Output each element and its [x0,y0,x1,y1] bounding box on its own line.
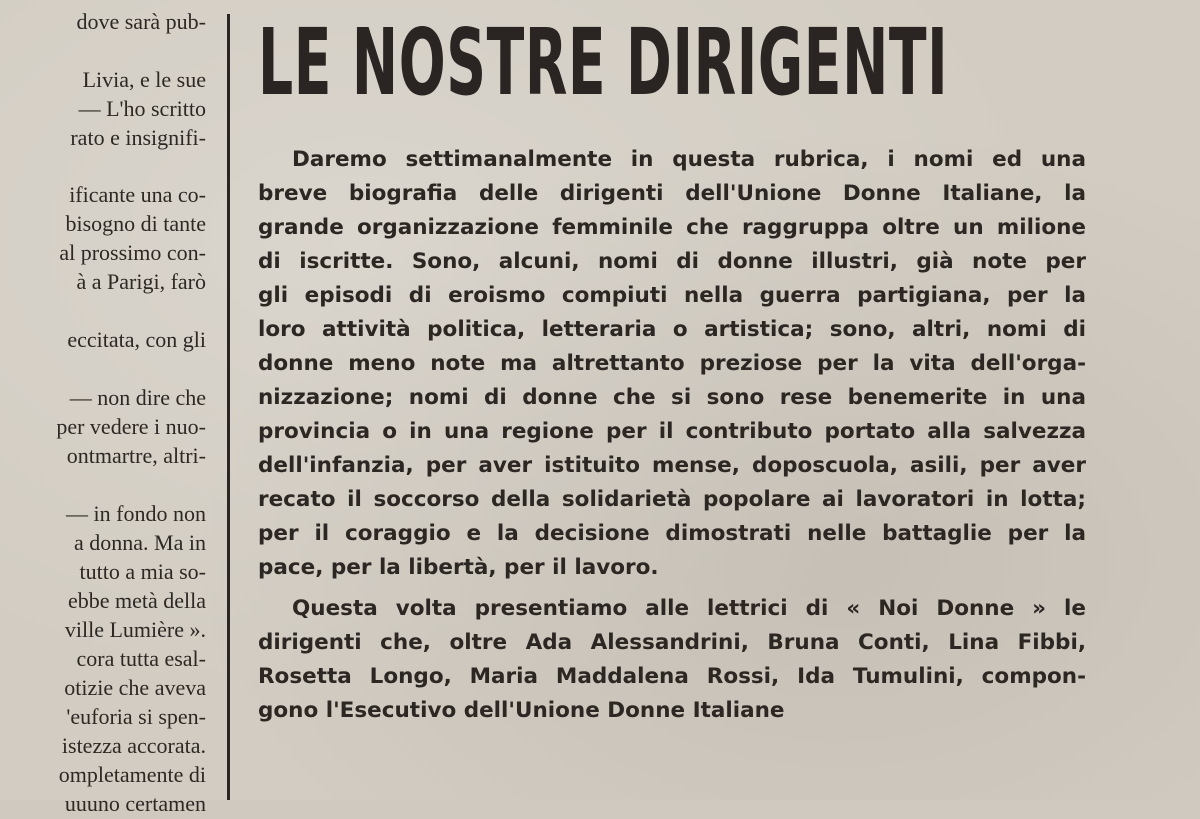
left-column-line: al prossimo con- [59,240,206,265]
left-column-line: istezza accorata. [61,733,206,758]
article-line: breve biografia delle dirigenti dell'Unione Donne Italiane, la [258,181,1086,206]
article-line: Rosetta Longo, Maria Maddalena Rossi, Ida Tumulini, compon- [258,664,1086,689]
left-column-line: ebbe metà della [67,588,206,613]
left-column-line: tutto a mia so- [79,559,206,584]
article-line: Questa volta presentiamo alle lettrici di « Noi Donne » le [292,596,1086,621]
article-line: provincia o in una regione per il contributo portato alla salvezza [258,419,1086,444]
left-column-line: rato e insignifi- [70,125,206,150]
left-column-line: bisogno di tante [65,211,206,236]
article-line: donne meno note ma altrettanto preziose per la vita dell'orga- [258,351,1086,376]
article-line: nizzazione; nomi di donne che si sono rese benemerite in una [258,385,1086,410]
left-column-line: cora tutta esal- [76,646,206,671]
article-line: loro attività politica, letteraria o artistica; sono, altri, nomi di [258,317,1086,342]
left-column-line: eccitata, con gli [67,327,206,352]
column-divider [227,14,230,800]
left-column-line: 'euforia si spen- [66,704,206,729]
article-line: gono l'Esecutivo dell'Unione Donne Italiane [258,698,785,723]
left-column-line: otizie che aveva [64,675,206,700]
left-column-line: — in fondo non [66,501,206,526]
left-column-line: ville Lumière ». [64,617,206,642]
left-column-text [0,0,206,816]
left-column-line: a donna. Ma in [74,530,206,555]
article-line: grande organizzazione femminile che raggruppa oltre un milione [258,215,1086,240]
article-line: dirigenti che, oltre Ada Alessandrini, Bruna Conti, Lina Fibbi, [258,630,1086,655]
left-column-line: dove sarà pub- [76,9,206,34]
left-column-line: — non dire che [69,385,206,410]
article [258,0,1086,800]
left-column-line: uuuno certamen [64,791,206,816]
article-line: dell'infanzia, per aver istituito mense, doposcuola, asili, per aver [258,453,1086,478]
left-column-line: ontmartre, altri- [66,443,206,468]
article-line: di iscritte. Sono, alcuni, nomi di donne illustri, già note per [258,249,1086,274]
article-headline: LE NOSTRE DIRIGENTI [258,9,949,116]
left-column-line: — L'ho scritto [78,96,206,121]
left-column-line: à a Parigi, farò [76,269,206,294]
article-line: recato il soccorso della solidarietà popolare ai lavoratori in lotta; [258,487,1086,512]
article-line: pace, per la libertà, per il lavoro. [258,555,659,580]
article-line: per il coraggio e la decisione dimostrati nelle battaglie per la [258,521,1086,546]
left-column-line: ompletamente di [58,762,206,787]
left-column-line: Livia, e le sue [82,67,206,92]
article-line: gli episodi di eroismo compiuti nella guerra partigiana, per la [258,283,1086,308]
left-column-line: per vedere i nuo- [56,414,206,439]
article-line: Daremo settimanalmente in questa rubrica, i nomi ed una [292,147,1086,172]
left-column-line: ificante una co- [69,182,206,207]
